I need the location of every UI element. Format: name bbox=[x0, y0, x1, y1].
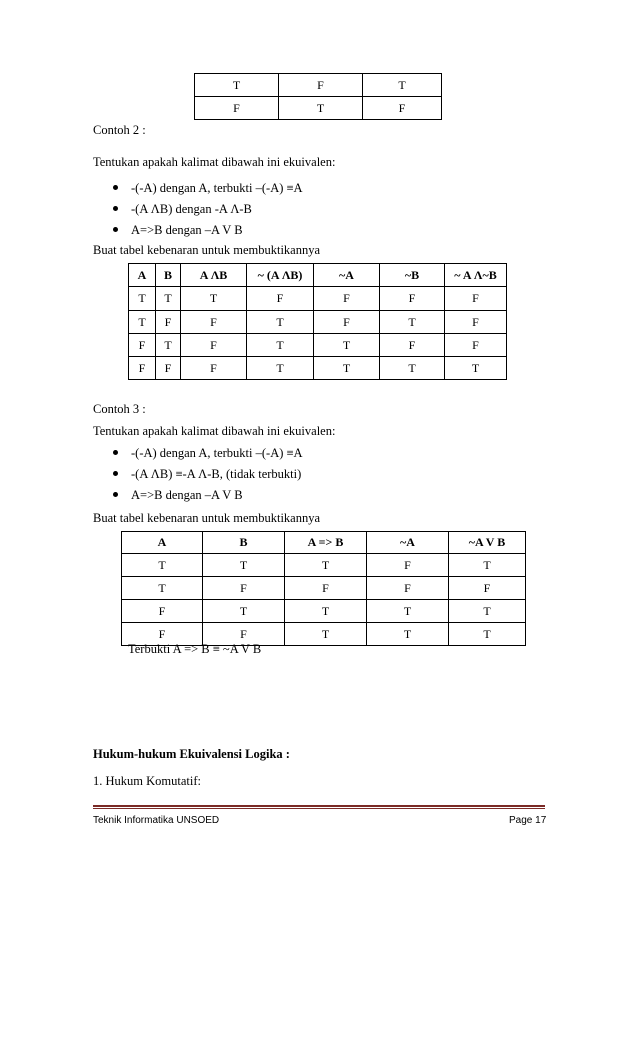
contoh3-heading: Contoh 3 : bbox=[93, 402, 146, 416]
table-cell: T bbox=[279, 97, 363, 120]
table-cell: T bbox=[285, 600, 367, 623]
column-header: A bbox=[129, 264, 156, 287]
table-cell: F bbox=[367, 577, 449, 600]
table-cell: T bbox=[380, 311, 445, 334]
list-item: A=>B dengan –A V B bbox=[113, 221, 303, 242]
table-header-row bbox=[122, 532, 526, 554]
column-header: B bbox=[203, 532, 285, 554]
table-cell: F bbox=[203, 623, 285, 646]
footer-divider bbox=[93, 805, 545, 807]
table-cell: F bbox=[367, 554, 449, 577]
table-cell: T bbox=[363, 74, 442, 97]
table-cell: T bbox=[285, 623, 367, 646]
table-cell: T bbox=[367, 600, 449, 623]
contoh2-intro: Tentukan apakah kalimat dibawah ini ekuivalen: bbox=[93, 155, 336, 169]
table-cell: F bbox=[156, 311, 181, 334]
footer-left: Teknik Informatika UNSOED bbox=[93, 815, 220, 826]
table-cell: T bbox=[314, 357, 380, 380]
column-header: ~ A Λ~B bbox=[445, 264, 507, 287]
column-header: ~A bbox=[314, 264, 380, 287]
list-item: -(A ΛB) ≡-A Λ-B, (tidak terbukti) bbox=[113, 465, 303, 486]
table-cell: T bbox=[122, 554, 203, 577]
contoh3-conclusion: Terbukti A => B ≡ ~A V B bbox=[128, 642, 262, 656]
column-header: ~ (A ΛB) bbox=[247, 264, 314, 287]
list-item: -(-A) dengan A, terbukti –(-A) ≡A bbox=[113, 444, 303, 465]
table-cell: T bbox=[129, 311, 156, 334]
column-header: A bbox=[122, 532, 203, 554]
table-row bbox=[129, 334, 507, 357]
table-cell: F bbox=[445, 311, 507, 334]
table-cell: F bbox=[129, 334, 156, 357]
list-item: -(A ΛB) dengan -A Λ-B bbox=[113, 200, 303, 221]
table-cell: F bbox=[314, 287, 380, 311]
table-cell: F bbox=[156, 357, 181, 380]
table-cell: F bbox=[247, 287, 314, 311]
footer-page-number: Page 17 bbox=[509, 815, 547, 826]
table-cell: F bbox=[181, 357, 247, 380]
contoh3-truth-table bbox=[121, 531, 526, 646]
contoh2-heading: Contoh 2 : bbox=[93, 123, 146, 137]
contoh3-table-caption: Buat tabel kebenaran untuk membuktikannya bbox=[93, 511, 321, 525]
table-cell: T bbox=[285, 554, 367, 577]
list-item: A=>B dengan –A V B bbox=[113, 486, 303, 507]
table-row bbox=[195, 97, 442, 120]
top-table bbox=[194, 73, 442, 120]
table-row bbox=[122, 600, 526, 623]
list-item: -(-A) dengan A, terbukti –(-A) ≡A bbox=[113, 179, 303, 200]
table-cell: T bbox=[247, 334, 314, 357]
table-cell: F bbox=[181, 334, 247, 357]
table-cell: F bbox=[445, 287, 507, 311]
table-cell: F bbox=[203, 577, 285, 600]
table-cell: F bbox=[285, 577, 367, 600]
contoh2-table-caption: Buat tabel kebenaran untuk membuktikannya bbox=[93, 243, 321, 257]
table-cell: F bbox=[279, 74, 363, 97]
column-header: ~A bbox=[367, 532, 449, 554]
footer-divider-thin bbox=[93, 808, 545, 809]
table-cell: F bbox=[129, 357, 156, 380]
table-cell: F bbox=[195, 97, 279, 120]
section-heading: Hukum-hukum Ekuivalensi Logika : bbox=[93, 747, 290, 761]
column-header: ~B bbox=[380, 264, 445, 287]
table-cell: F bbox=[122, 623, 203, 646]
table-cell: F bbox=[445, 334, 507, 357]
table-cell: T bbox=[380, 357, 445, 380]
column-header: A => B bbox=[285, 532, 367, 554]
table-cell: T bbox=[247, 357, 314, 380]
table-row bbox=[195, 74, 442, 97]
contoh2-truth-table bbox=[128, 263, 507, 380]
column-header: B bbox=[156, 264, 181, 287]
table-cell: F bbox=[181, 311, 247, 334]
table-row bbox=[122, 554, 526, 577]
table-cell: T bbox=[449, 554, 526, 577]
table-row bbox=[129, 311, 507, 334]
table-cell: T bbox=[445, 357, 507, 380]
table-cell: T bbox=[449, 623, 526, 646]
contoh2-bullets bbox=[113, 179, 303, 242]
section-item-1: 1. Hukum Komutatif: bbox=[93, 774, 201, 788]
table-cell: F bbox=[314, 311, 380, 334]
table-row bbox=[122, 577, 526, 600]
table-cell: F bbox=[380, 334, 445, 357]
column-header: A ΛB bbox=[181, 264, 247, 287]
table-cell: T bbox=[156, 334, 181, 357]
column-header: ~A V B bbox=[449, 532, 526, 554]
contoh3-intro: Tentukan apakah kalimat dibawah ini ekuivalen: bbox=[93, 424, 336, 438]
table-row bbox=[129, 357, 507, 380]
table-cell: F bbox=[380, 287, 445, 311]
table-cell: F bbox=[122, 600, 203, 623]
table-cell: T bbox=[203, 554, 285, 577]
table-cell: T bbox=[247, 311, 314, 334]
contoh3-bullets bbox=[113, 444, 303, 507]
table-row bbox=[129, 287, 507, 311]
table-cell: T bbox=[203, 600, 285, 623]
table-header-row bbox=[129, 264, 507, 287]
table-cell: T bbox=[122, 577, 203, 600]
table-cell: T bbox=[449, 600, 526, 623]
table-cell: T bbox=[367, 623, 449, 646]
table-cell: T bbox=[156, 287, 181, 311]
table-cell: T bbox=[129, 287, 156, 311]
table-cell: T bbox=[314, 334, 380, 357]
table-cell: T bbox=[195, 74, 279, 97]
table-cell: F bbox=[449, 577, 526, 600]
table-cell: F bbox=[363, 97, 442, 120]
table-cell: T bbox=[181, 287, 247, 311]
